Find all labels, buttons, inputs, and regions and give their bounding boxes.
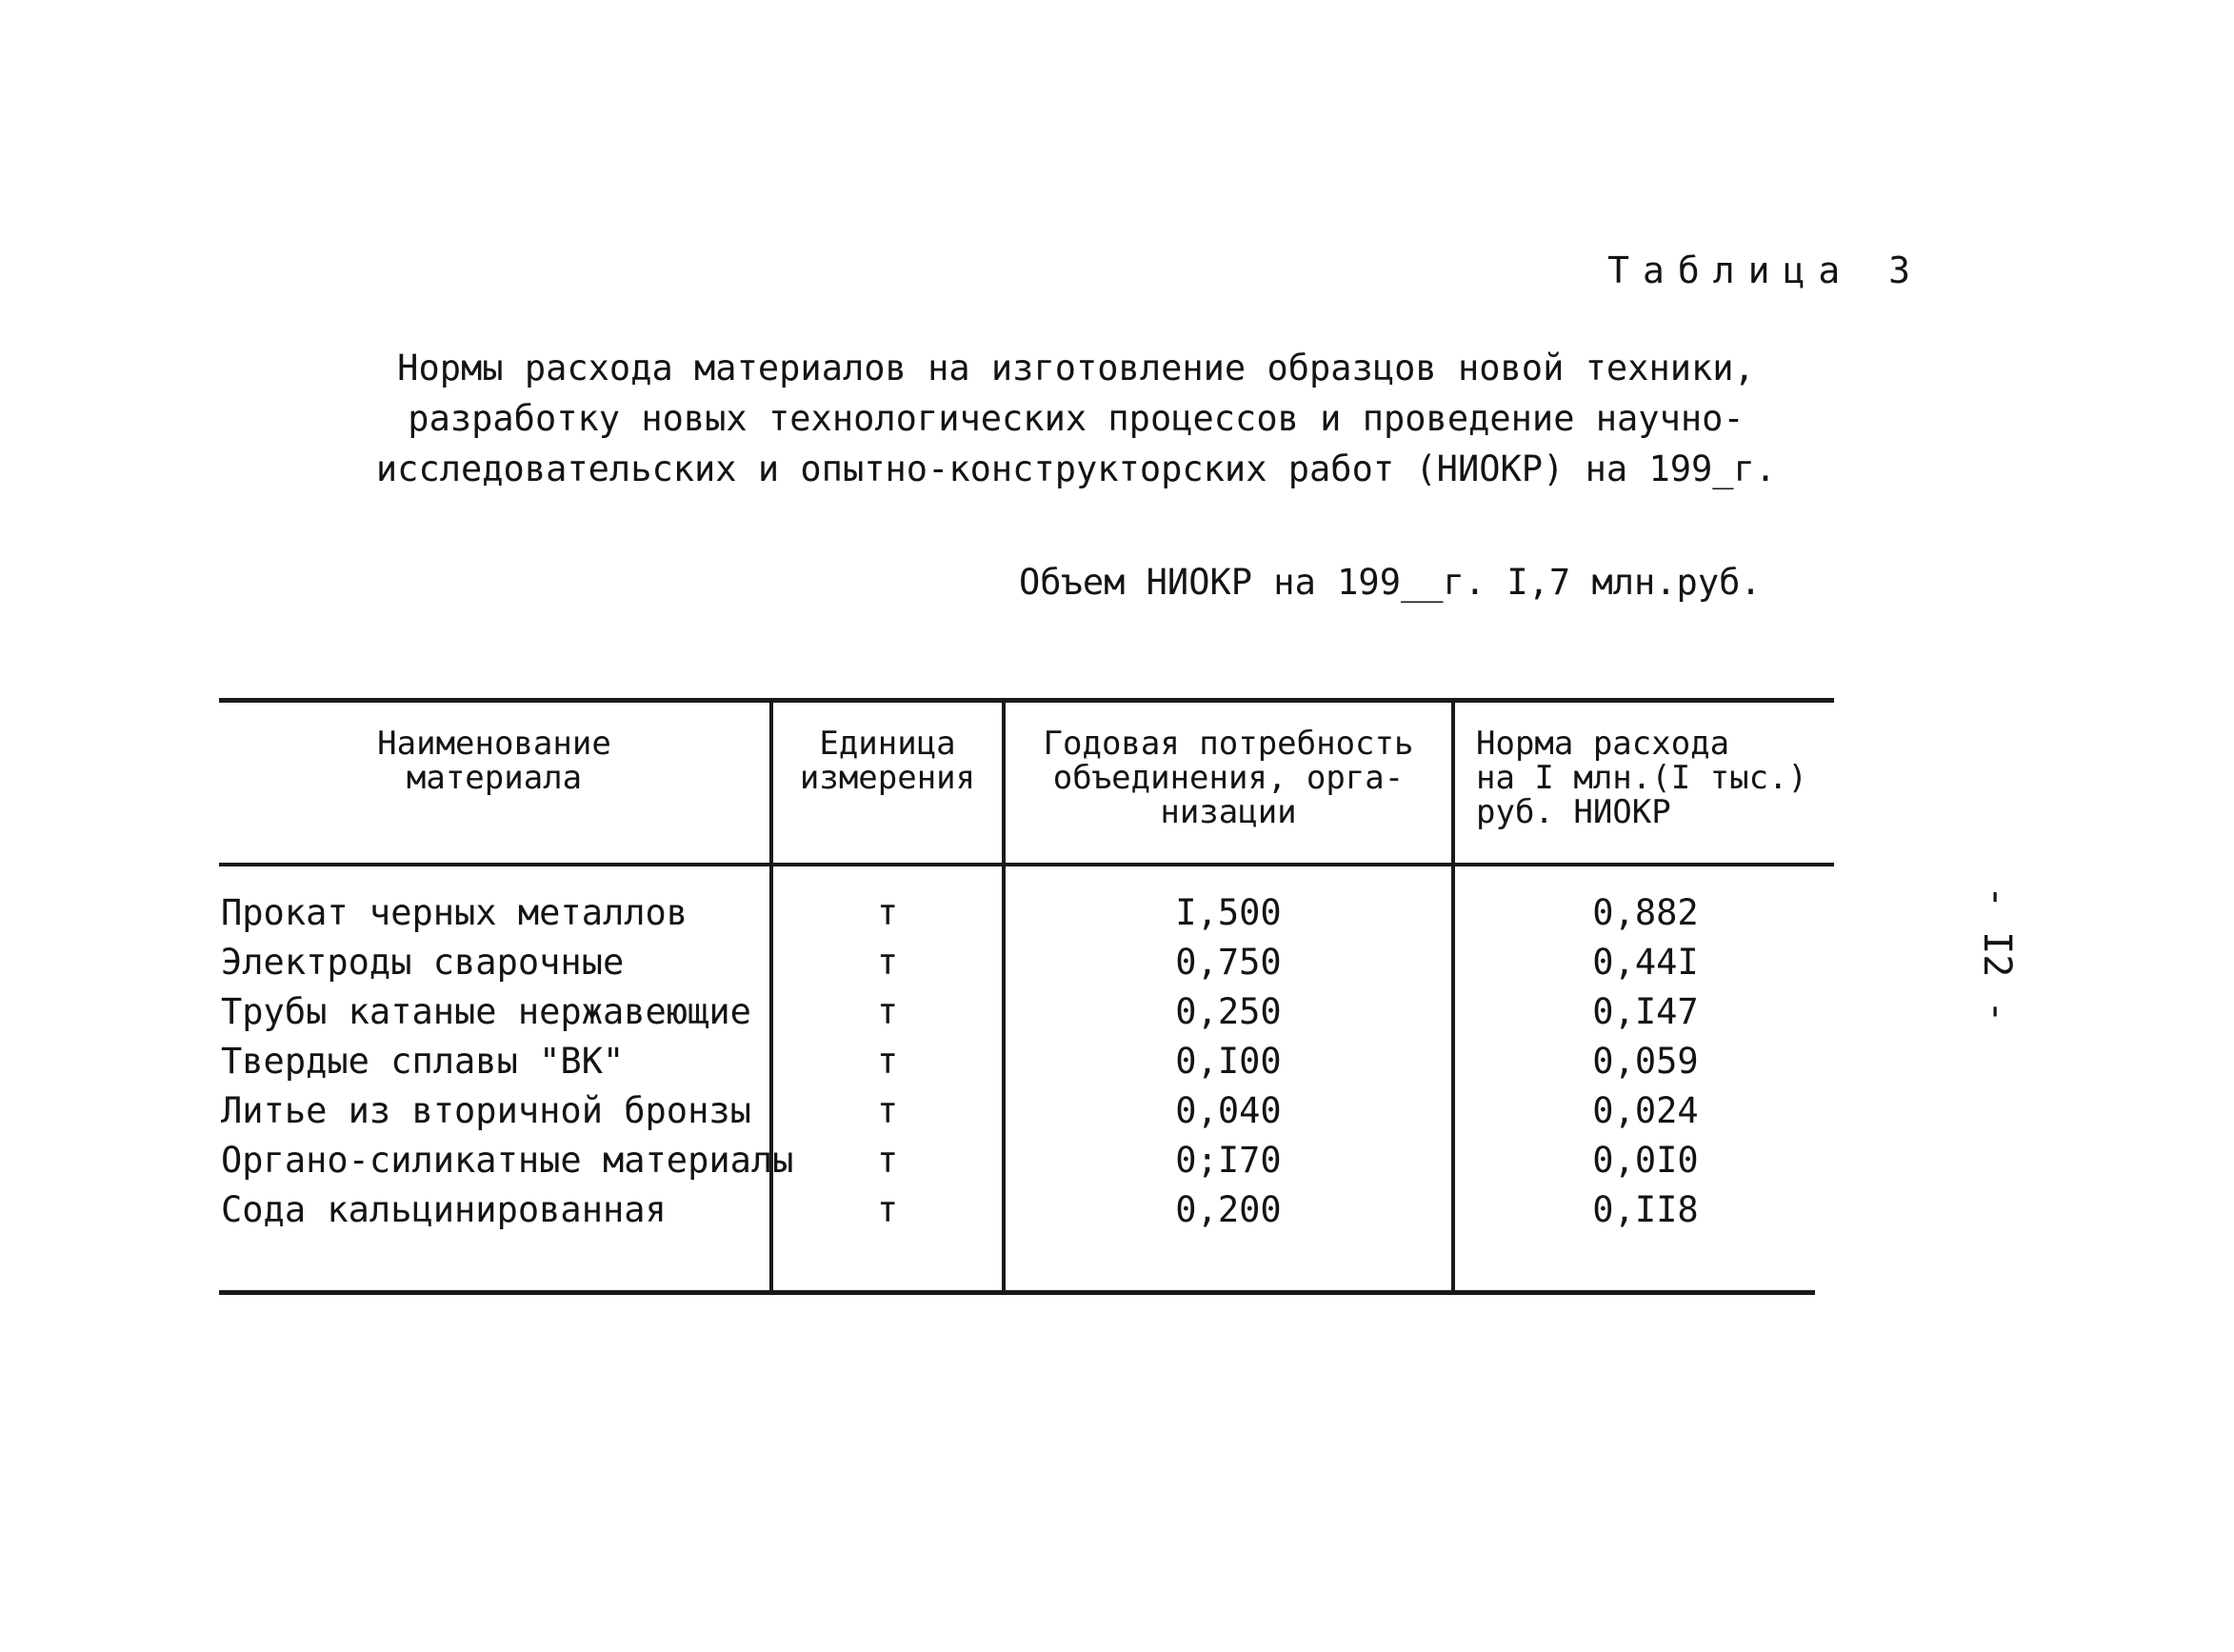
header-annual-need [1006,726,1451,829]
header-material-name [219,726,769,795]
material-name: Сода кальцинированная [221,1189,667,1230]
header-line: измерения [799,759,976,797]
header-line: материала [406,759,583,797]
table-row [219,938,1834,987]
heading-line: Нормы расхода материалов на изготовление образцов новой техники, [397,348,1755,388]
annual-need: I,500 [1175,892,1282,933]
consumption-norm: 0,0I0 [1592,1140,1699,1181]
header-line: объединения, орга- [1052,759,1405,797]
volume-line: Объем НИОКР на 199__г. I,7 млн.руб. [1019,562,1762,603]
material-name: Трубы катаные нержавеющие [221,991,751,1032]
header-unit [773,726,1002,795]
table-heading [362,343,1790,494]
unit: т [876,942,899,983]
table-row [219,888,1834,938]
material-name: Органо-силикатные материалы [221,1140,794,1181]
annual-need: 0,040 [1175,1090,1282,1131]
header-line: на I млн.(I тыс.) [1476,759,1807,797]
consumption-norm: 0,882 [1592,892,1699,933]
consumption-norm: 0,I47 [1592,991,1699,1032]
table-label: Таблица 3 [1607,249,1924,291]
annual-need: 0,250 [1175,991,1282,1032]
unit: т [876,1041,899,1082]
unit: т [876,1090,899,1131]
table-row [219,1185,1834,1235]
unit: т [876,1189,899,1230]
unit: т [876,991,899,1032]
unit: т [876,1140,899,1181]
table-bottom-rule [219,1290,1815,1295]
header-line: Наименование [377,725,611,763]
table-top-rule [219,698,1834,703]
table-header-rule [219,863,1834,866]
materials-table [219,698,1834,1298]
table-row [219,1086,1834,1136]
annual-need: 0,200 [1175,1189,1282,1230]
heading-line: исследовательских и опытно-конструкторских работ (НИОКР) на 199_г. [375,448,1777,489]
annual-need: 0,750 [1175,942,1282,983]
table-body [219,888,1834,1235]
unit: т [876,892,899,933]
consumption-norm: 0,059 [1592,1041,1699,1082]
material-name: Прокат черных металлов [221,892,688,933]
table-row [219,1136,1834,1185]
header-line: Единица [819,725,956,763]
header-line: Годовая потребность [1043,725,1414,763]
header-consumption-norm [1476,726,1828,829]
header-line: низации [1160,793,1297,831]
header-line: руб. НИОКР [1476,793,1671,831]
material-name: Электроды сварочные [221,942,625,983]
table-row [219,1037,1834,1086]
table-row [219,987,1834,1037]
material-name: Твердые сплавы "ВК" [221,1041,625,1082]
annual-need: 0;I70 [1175,1140,1282,1181]
heading-line: разработку новых технологических процессов и проведение научно- [408,398,1745,439]
annual-need: 0,I00 [1175,1041,1282,1082]
page-number: - I2 - [1975,886,2019,1024]
material-name: Литье из вторичной бронзы [221,1090,751,1131]
header-line: Норма расхода [1476,725,1730,763]
consumption-norm: 0,II8 [1592,1189,1699,1230]
consumption-norm: 0,024 [1592,1090,1699,1131]
consumption-norm: 0,44I [1592,942,1699,983]
